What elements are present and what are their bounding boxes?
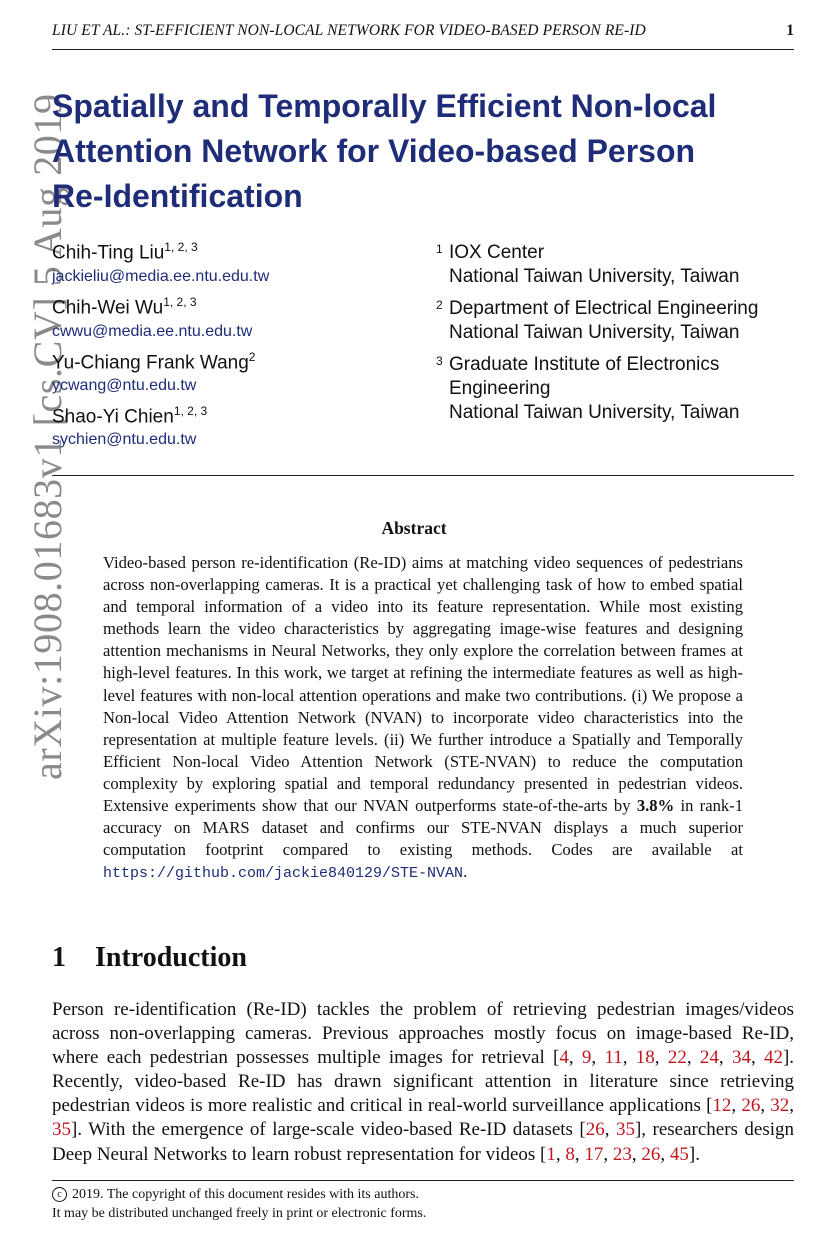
author-affil-sup: 2 [248, 350, 256, 364]
affiliation: 1 IOX Center National Taiwan University, Taiwan [436, 241, 739, 289]
citation-link[interactable]: 12 [712, 1095, 732, 1117]
section-number: 1 [52, 942, 66, 973]
header-rule [52, 49, 794, 50]
citation-link[interactable]: 22 [667, 1047, 687, 1069]
highlight-value: 3.8% [636, 796, 675, 816]
affiliation-number: 1 [436, 242, 443, 256]
arxiv-stamp: arXiv:1908.01683v1 [cs.CV] 5 Aug 2019 [25, 93, 70, 780]
citation-link[interactable]: 26 [585, 1119, 605, 1141]
citation-link[interactable]: 9 [581, 1047, 592, 1069]
affiliation: 3 Graduate Institute of Electronics Engineering National Taiwan University, Taiwan [436, 353, 739, 425]
citation-link[interactable]: 32 [770, 1095, 790, 1117]
page-number: 1 [786, 22, 794, 39]
title-line-3: Re-Identification [52, 178, 303, 214]
author-name: Shao-Yi Chien$^{1, 2, 3}$ [52, 404, 208, 428]
citation-group: 26, 35 [585, 1119, 635, 1141]
author-email[interactable]: cwwu@media.ee.ntu.edu.tw [52, 323, 253, 340]
author-affil-sup: 1, 2, 3 [163, 295, 197, 309]
citation-link[interactable]: 35 [615, 1119, 635, 1141]
running-header [52, 20, 794, 42]
citation-link[interactable]: 24 [699, 1047, 719, 1069]
affiliation-number: 2 [436, 298, 443, 312]
citation-link[interactable]: 45 [669, 1143, 689, 1165]
citation-group: 1, 8, 17, 23, 26, 45 [546, 1143, 689, 1165]
abstract-body: Video-based person re-identification (Re-ID) aims at matching video sequences of pedestrians across non-overlapping cameras. It is a practical yet challenging task of how to embed spatial and temporal information of a video into its feature representation. While most existing methods learn the video characteristics by aggregating image-wise features and designing attention mechanisms in Neural Networks, they only explore the correlation between frames at high-level features. In this work, we target at refining the intermediate features as well as high-level features with non-local attention operations and make two contributions. (i) We propose a Non-local Video Attention Network (NVAN) to incorporate video characteristics into the representation at multiple feature levels. (ii) We further introduce a Spatially and Temporally Efficient Non-local Video Attention Network (STE-NVAN) to reduce the computation complexity by exploring spatial and temporal redundancy presented in pedestrian videos. Extensive experiments show that our NVAN outperforms state-of-the-arts by 3.8% in rank-1 accuracy on MARS dataset and confirms our STE-NVAN displays a much superior computation footprint compared to existing methods. Codes are available at https://github.com/jackie840129/STE-NVAN. [103, 553, 743, 883]
citation-link[interactable]: 35 [52, 1119, 71, 1141]
section-heading [52, 942, 247, 974]
intro-paragraph: Person re-identification (Re-ID) tackles the problem of retrieving pedestrian images/videos across non-overlapping cameras. Previous approaches mostly focus on image-based Re-ID, where each pedestrian possesses multiple images for retrieval [4, 9, 11, 18, 22, 24, 34, 42]. Recently, video-based Re-ID has drawn significant attention in literature since retrieving pedestrian videos is more realistic and critical in real-world surveillance applications [12, 26, 32, 35]. With the emergence of large-scale video-based Re-ID datasets [26, 35], researchers design Deep Neural Networks to learn robust representation for videos [1, 8, 17, 23, 26, 45]. [52, 999, 795, 1165]
abstract-heading: Abstract [381, 518, 447, 538]
footnote-rule [52, 1180, 794, 1181]
section-title: Introduction [95, 942, 247, 973]
affiliation: 2 Department of Electrical Engineering National Taiwan University, Taiwan [436, 297, 758, 345]
citation-link[interactable]: 34 [731, 1047, 751, 1069]
citation-link[interactable]: 17 [584, 1143, 604, 1165]
title-line-1: Spatially and Temporally Efficient Non-local [52, 88, 717, 124]
affiliation-number: 3 [436, 354, 443, 368]
copyright-footnote: c 2019. The copyright of this document resides with its authors. It may be distributed unchanged freely in print or electronic forms. [52, 1187, 427, 1221]
citation-link[interactable]: 23 [612, 1143, 632, 1165]
citation-link[interactable]: 1 [546, 1143, 556, 1165]
title-rule [52, 475, 794, 476]
author-affil-sup: 1, 2, 3 [164, 240, 198, 254]
paper-title [52, 84, 812, 219]
copyright-icon: c [52, 1187, 67, 1202]
author-affil-sup: 1, 2, 3 [173, 404, 208, 418]
citation-link[interactable]: 26 [641, 1143, 661, 1165]
author-name: Yu-Chiang Frank Wang$^2$ [52, 350, 256, 374]
citation-link[interactable]: 42 [763, 1047, 783, 1069]
citation-group: 4, 9, 11, 18, 22, 24, 34, 42 [559, 1047, 783, 1069]
citation-group: 12, 26, 32, 35 [52, 1095, 794, 1141]
citation-link[interactable]: 4 [559, 1047, 569, 1069]
author-name: Chih-Ting Liu$^{1, 2, 3}$ [52, 240, 198, 264]
code-link[interactable]: https://github.com/jackie840129/STE-NVAN [103, 865, 464, 883]
author-name: Chih-Wei Wu$^{1, 2, 3}$ [52, 295, 197, 319]
citation-link[interactable]: 11 [604, 1047, 623, 1069]
running-title: LIU ET AL.: ST-EFFICIENT NON-LOCAL NETWORK FOR VIDEO-BASED PERSON RE-ID [52, 22, 646, 39]
author-email[interactable]: jackieliu@media.ee.ntu.edu.tw [52, 268, 270, 285]
citation-link[interactable]: 18 [635, 1047, 655, 1069]
citation-link[interactable]: 26 [741, 1095, 761, 1117]
author-email[interactable]: ycwang@ntu.edu.tw [52, 377, 197, 394]
title-line-2: Attention Network for Video-based Person [52, 133, 696, 169]
author-email[interactable]: sychien@ntu.edu.tw [52, 431, 197, 448]
citation-link[interactable]: 8 [565, 1143, 575, 1165]
